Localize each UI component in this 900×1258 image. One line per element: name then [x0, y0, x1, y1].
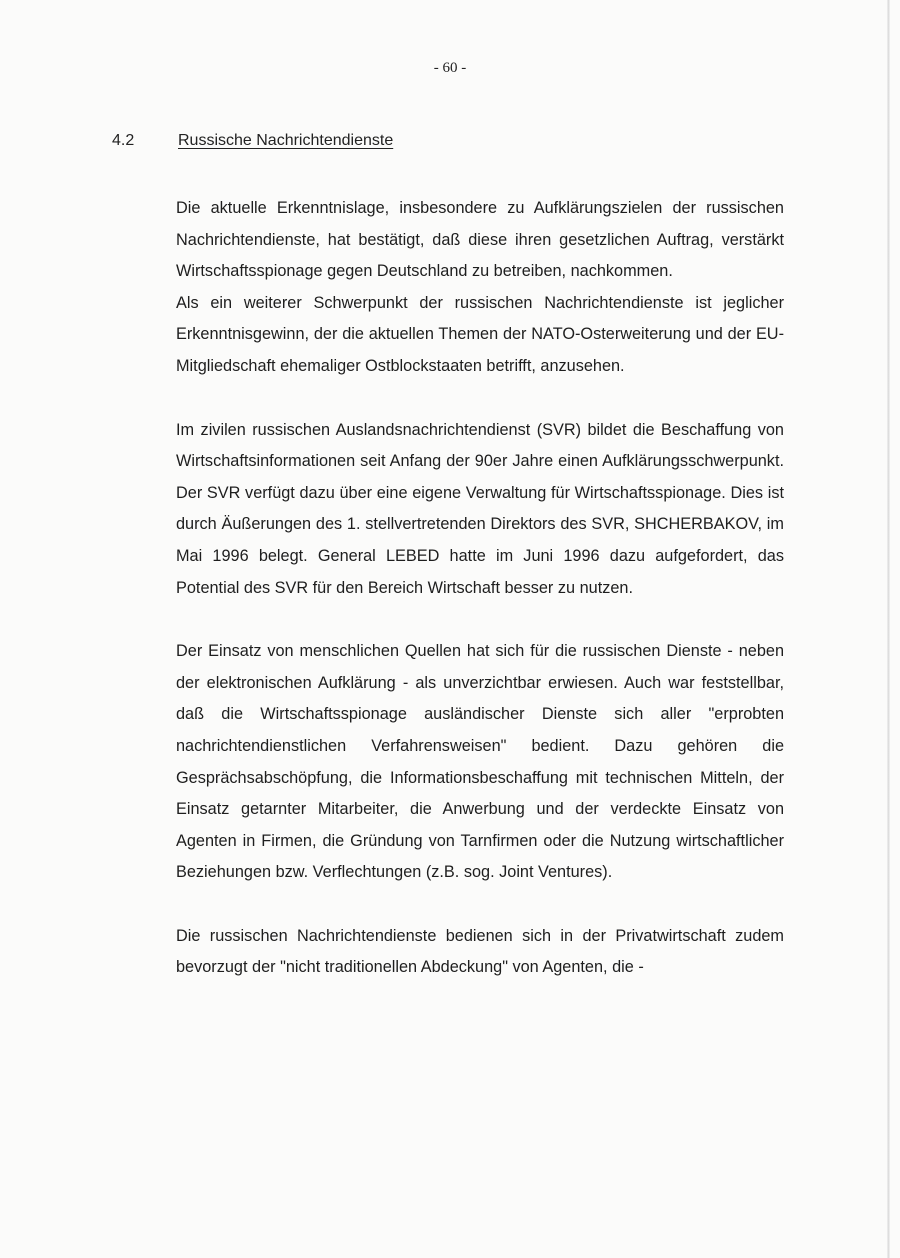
page-number: - 60 - — [433, 60, 467, 76]
section-number: 4.2 — [112, 132, 135, 149]
body-text — [176, 193, 784, 984]
section-heading — [112, 132, 393, 150]
paragraph-schwerpunkt: Als ein weiterer Schwerpunkt der russischen Nachrichtendienste ist jeglicher Erkenntnisgewinn, der die aktuellen Themen der NATO-Osterweiterung und der EU-Mitgliedschaft ehemaliger Ostblockstaaten betrifft, anzusehen. — [176, 293, 784, 375]
paragraph-svr: Im zivilen russischen Auslandsnachrichtendienst (SVR) bildet die Beschaffung von Wirtschaftsinformationen seit Anfang der 90er Jahre einen Aufklärungsschwerpunkt. Der SVR verfügt dazu über eine eigene Verwaltung für Wirtschaftsspionage. Dies ist durch Äußerungen des 1. stellvertretenden Direktors des SVR, SHCHERBAKOV, im Mai 1996 belegt. General LEBED hatte im Juni 1996 dazu aufgefordert, das Potential des SVR für den Bereich Wirtschaft besser zu nutzen. — [176, 420, 784, 597]
scan-edge-shadow — [887, 0, 890, 1258]
paragraph-menschliche-quellen: Der Einsatz von menschlichen Quellen hat sich für die russischen Dienste - neben der elektronischen Aufklärung - als unverzichtbar erwiesen. Auch war feststellbar, daß die Wirtschaftsspionage ausländischer Dienste sich aller "erprobten nachrichtendienstlichen Verfahrensweisen" bedient. Dazu gehören die Gesprächsabschöpfung, die Informationsbeschaffung mit technischen Mitteln, der Einsatz getarnter Mitarbeiter, die Anwerbung und der verdeckte Einsatz von Agenten in Firmen, die Gründung von Tarnfirmen oder die Nutzung wirtschaftlicher Beziehungen bzw. Verflechtungen (z.B. sog. Joint Ventures). — [176, 642, 784, 882]
section-title: Russische Nachrichtendienste — [178, 132, 394, 149]
paragraph-privatwirtschaft: Die russischen Nachrichtendienste bedienen sich in der Privatwirtschaft zudem bevorzugt der "nicht traditionellen Abdeckung" von Agenten, die - — [176, 926, 784, 977]
paragraph-erkenntnislage: Die aktuelle Erkenntnislage, insbesondere zu Aufklärungszielen der russischen Nachrichtendienste, hat bestätigt, daß diese ihren gesetzlichen Auftrag, verstärkt Wirtschaftsspionage gegen Deutschland zu betreiben, nachkommen. — [176, 199, 784, 281]
